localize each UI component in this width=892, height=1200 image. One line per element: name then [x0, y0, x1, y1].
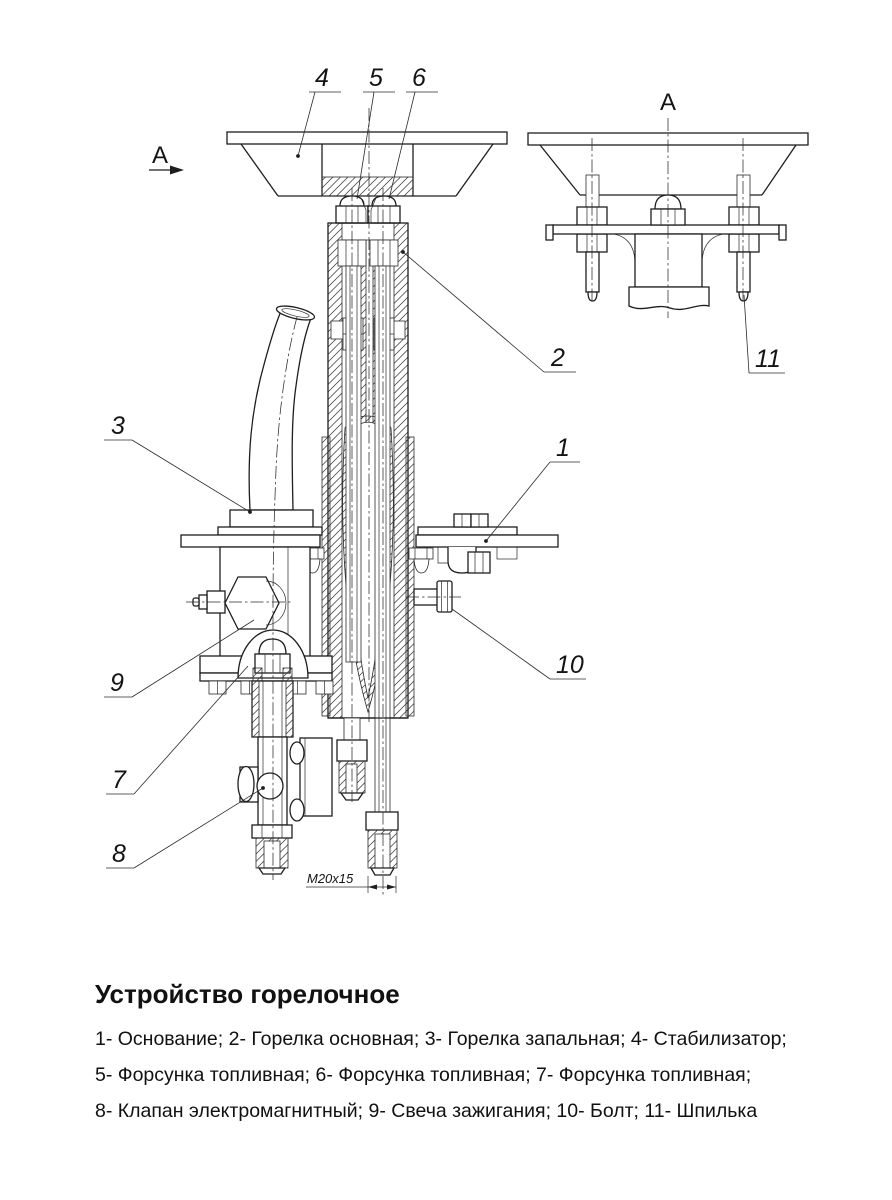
valve-ball [257, 773, 283, 799]
callouts [104, 64, 785, 868]
main-burner-body [322, 223, 414, 875]
view-arrow-label: A [152, 142, 169, 169]
dimension-label: M20x15 [307, 871, 354, 886]
pilot-burner-pipe [230, 303, 316, 527]
drawing-title: Устройство горелочное [95, 979, 400, 1009]
callout-2 [401, 250, 576, 372]
view-arrow-icon [170, 166, 184, 175]
detail-bracket-plate [553, 225, 779, 234]
stabilizer [227, 132, 507, 196]
svg-text:1: 1 [556, 434, 570, 462]
fuel-nozzle-caps [336, 196, 400, 223]
detail-view-title: A [660, 89, 677, 116]
svg-text:6: 6 [412, 64, 426, 92]
svg-text:2: 2 [551, 344, 565, 372]
svg-text:9: 9 [110, 669, 124, 697]
svg-text:8: 8 [112, 840, 126, 868]
detail-burner-body [635, 234, 702, 287]
stud-right [729, 175, 759, 301]
callout-11 [744, 295, 785, 373]
svg-text:5: 5 [369, 64, 383, 92]
pilot-flange [230, 510, 313, 527]
svg-text:11: 11 [755, 345, 781, 373]
svg-text:7: 7 [112, 766, 126, 794]
callout-3 [104, 412, 252, 514]
svg-text:4: 4 [315, 64, 329, 92]
legend-line-1: 1- Основание; 2- Горелка основная; 3- Горелка запальная; 4- Стабилизатор; [95, 1028, 787, 1050]
solenoid-valve [238, 681, 332, 874]
legend-line-3: 8- Клапан электромагнитный; 9- Свеча зажигания; 10- Болт; 11- Шпилька [95, 1100, 758, 1122]
callout-10 [452, 609, 586, 679]
svg-text:10: 10 [556, 651, 584, 679]
svg-text:3: 3 [111, 412, 125, 440]
callout-7 [106, 666, 248, 794]
legend-line-2: 5- Форсунка топливная; 6- Форсунка топливная; 7- Форсунка топливная; [95, 1064, 752, 1086]
view-direction-marker [149, 142, 184, 175]
mounting-bolt [414, 581, 452, 612]
